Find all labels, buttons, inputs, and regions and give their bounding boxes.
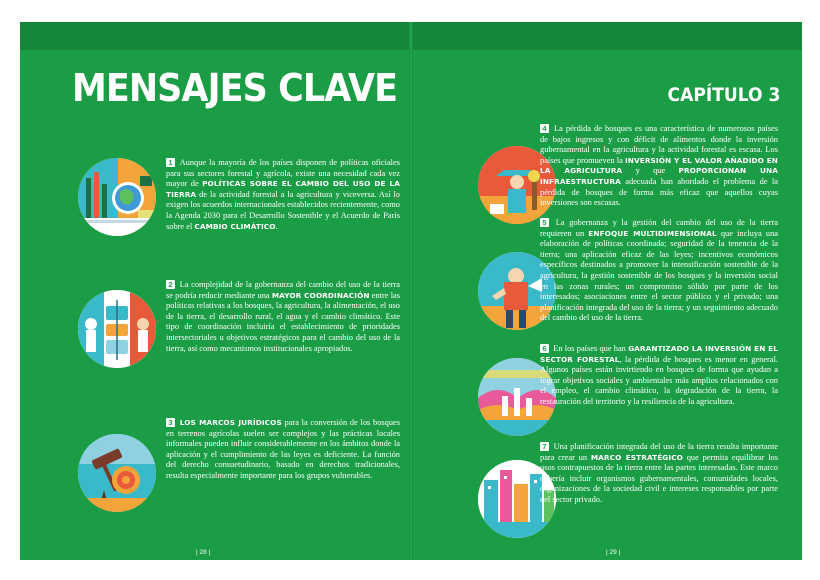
emphasis-text: LOS MARCOS JURÍDICOS — [179, 418, 282, 427]
message-number-badge: 5 — [540, 218, 549, 227]
body-text: Una planificación integrada del uso de la tierra resulta importante para crear un — [540, 442, 778, 462]
body-text: La gobernanza y la gestión del cambio del uso de la tierra requieren un — [540, 218, 778, 238]
body-text: que incluya una elaboración de políticas coordinada; seguridad de la tenencia de la tierra; una aplicación eficaz de las leyes; incentivos económicos específicos destinados a promover la intensificación sostenible de la agricultura, la gestión sostenible de los bosques y la inversión social en las zonas rurales; un compromiso sólido por parte de los interesados; asociaciones entre el sector público y el privado; una planificación integrada del uso de la tierra; y un seguimiento adecuado del cambio del uso de la tierra. — [540, 228, 778, 323]
body-text: , la pérdida de bosques es menor en general. Algunos países están invirtiendo en bosques de forma que ayudan a lograr objetivos sociales y ambientales más amplios relacionados con el empleo, el cambio climático, la degradación de la tierra, la restauración del territorio y la resiliencia de la agricultura. — [540, 354, 778, 406]
chapter-label: CAPÍTULO 3 — [667, 84, 780, 106]
body-text: . — [275, 221, 278, 231]
message-number-badge: 6 — [540, 344, 549, 353]
body-text: de la actividad forestal a la agricultura y viceversa. Así lo exigen los acuerdos internacionales establecidos recientemente, como la Agenda 2030 para el Desarrollo Sostenible y el Acuerdo de París sobre el — [166, 189, 400, 231]
coordination-illustration — [78, 290, 156, 368]
message-number-badge: 7 — [540, 442, 549, 451]
key-message-2 — [166, 280, 400, 354]
key-message-5 — [540, 218, 778, 324]
emphasis-text: GARANTIZADO LA INVERSIÓN EN EL SECTOR FORESTAL — [540, 344, 779, 364]
emphasis-text: POLÍTICAS SOBRE EL CAMBIO DEL USO DE LA TIERRA — [166, 179, 400, 199]
emphasis-text: MAYOR COORDINACIÓN — [271, 290, 370, 300]
forest-agriculture-illustration — [78, 158, 156, 236]
emphasis-text: INVERSIÓN Y EL VALOR AÑADIDO EN LA AGRICULTURA — [540, 155, 778, 176]
message-number-badge: 2 — [166, 280, 175, 289]
body-text: En los países que han — [553, 344, 629, 353]
body-text: Aunque la mayoría de los países disponen de políticas oficiales para sus sectores forestal y agrícola, existe una necesidad cada vez mayor de — [166, 158, 400, 189]
page-number-left: | 28 | — [196, 549, 211, 556]
message-number-badge: 3 — [166, 418, 175, 427]
emphasis-text: MARCO ESTRATÉGICO — [590, 452, 683, 462]
key-message-7 — [540, 442, 778, 506]
magazine-spread — [20, 22, 802, 560]
page-gutter — [409, 22, 413, 560]
body-text: adecuada han abordado el problema de la pérdida de bosques de forma más eficaz que aquellos cuyas inversiones son escasas. — [540, 176, 778, 208]
emphasis-text: CAMBIO CLIMÁTICO — [194, 221, 276, 231]
message-number-badge: 1 — [166, 158, 175, 167]
page-title: MENSAJES CLAVE — [72, 66, 398, 110]
emphasis-text: PROPORCIONAN UNA INFRAESTRUCTURA — [540, 166, 778, 186]
body-text: entre las políticas relativas a los bosques, la agricultura, la alimentación, el uso de la tierra, el desarrollo rural, el agua y el cambio climático. Este tipo de coordinación incluiría el establecimiento de prioridades intersectoriales u objetivos estratégicos para el cambio del uso de la tierra, así como mecanismos institucionales apropiados. — [166, 290, 401, 353]
key-message-1 — [166, 158, 400, 232]
body-text: La complejidad de la gobernanza del cambio del uso de la tierra se podría reducir mediante una — [166, 280, 400, 300]
key-message-3 — [166, 418, 400, 482]
key-message-6 — [540, 344, 778, 408]
key-message-4 — [540, 124, 778, 209]
body-text: La pérdida de bosques es una característica de numerosos países de bajos ingresos y con déficit de alimentos donde la inversión gubernamental en la agricultura y la actividad forestal es escasa. Los países que promueven la — [540, 124, 779, 165]
message-number-badge: 4 — [540, 124, 549, 133]
emphasis-text: ENFOQUE MULTIDIMENSIONAL — [588, 228, 717, 238]
body-text: para la conversión de los bosques en terrenos agrícolas suelen ser complejos y las prácticas locales informales pueden influir considerablemente en los ámbitos donde la aplicación y el cumplimiento de las leyes es deficiente. La función del derecho consuetudinario, basado en derechos tradicionales, resulta especialmente importante para los grupos vulnerables. — [166, 418, 400, 480]
body-text: y que — [622, 166, 679, 176]
legal-gavel-tree-illustration — [78, 434, 156, 512]
body-text: que permita equilibrar los usos contrapuestos de la tierra entre las partes interesadas. Este marco debería incluir organismos gubernamentales, comunidades locales, organizaciones de la sociedad civil e intereses responsables por parte del sector privado. — [540, 452, 779, 504]
page-number-right: | 29 | — [606, 549, 621, 556]
